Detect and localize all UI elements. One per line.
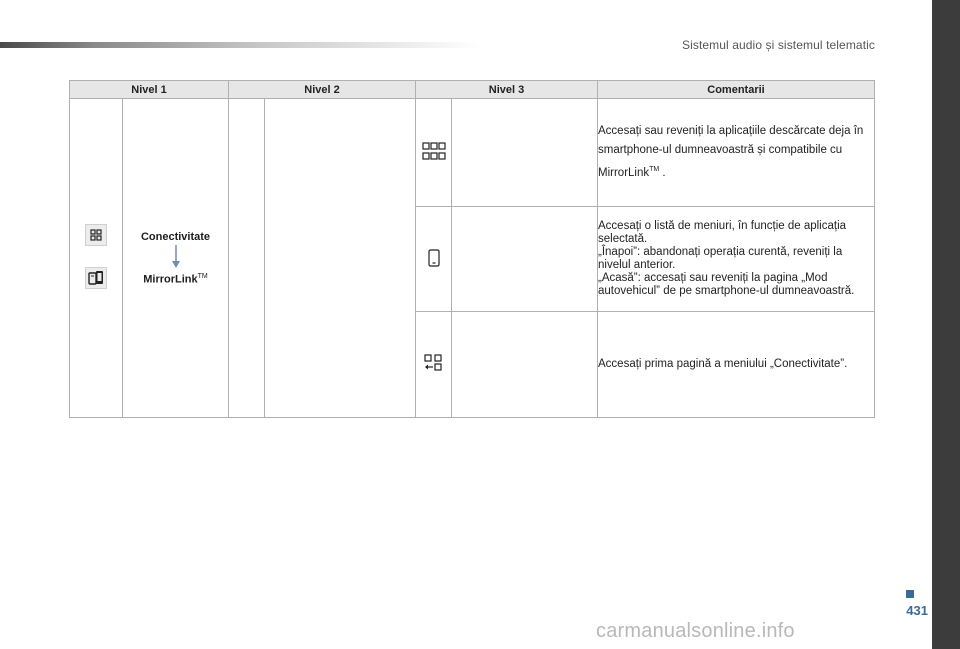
comment-cell-2 bbox=[598, 207, 875, 312]
mirrorlink-label: MirrorLink™ bbox=[143, 272, 208, 286]
comment-cell-3: Accesați prima pagină a meniului „Conectivitate”. bbox=[598, 312, 875, 418]
level2-icon-cell bbox=[229, 99, 265, 418]
header-gradient-bar bbox=[0, 42, 480, 48]
level3-icon-cell bbox=[416, 99, 452, 207]
table-header-row bbox=[70, 81, 875, 99]
comment-cell-1: Accesați sau reveniți la aplicațiile descărcate deja în smartphone-ul dumneavoastră și compatibile cu MirrorLink™ . bbox=[598, 99, 875, 207]
arrow-down-icon bbox=[171, 245, 181, 269]
header-comments: Comentarii bbox=[598, 81, 875, 99]
level2-label-cell bbox=[265, 99, 416, 418]
comment-line: „Acasă”: accesați sau reveniți la pagina „Mod autovehicul” de pe smartphone-ul dumneavoastră. bbox=[598, 272, 855, 297]
page-marker bbox=[906, 590, 914, 598]
watermark: carmanualsonline.info bbox=[596, 620, 795, 642]
level3-label-cell bbox=[452, 99, 598, 207]
smartphone-icon bbox=[428, 249, 440, 270]
table-row bbox=[70, 99, 875, 207]
level3-label-cell bbox=[452, 312, 598, 418]
connectivity-grid-icon bbox=[85, 224, 107, 249]
app-grid-icon bbox=[422, 142, 446, 163]
side-band bbox=[932, 0, 960, 649]
level3-icon-cell bbox=[416, 207, 452, 312]
header-level-3: Nivel 3 bbox=[416, 81, 598, 99]
level3-icon-cell bbox=[416, 312, 452, 418]
connectivity-back-icon bbox=[424, 354, 444, 375]
comment-line: Accesați o listă de meniuri, în funcție de aplicația selectată. bbox=[598, 220, 847, 245]
menu-table bbox=[69, 80, 875, 418]
mirrorlink-phone-icon bbox=[85, 267, 107, 292]
page-number: 431 bbox=[906, 603, 928, 618]
header-level-2: Nivel 2 bbox=[229, 81, 416, 99]
comment-line: „Înapoi”: abandonați operația curentă, reveniți la nivelul anterior. bbox=[598, 246, 843, 271]
connectivity-label: Conectivitate bbox=[140, 230, 211, 243]
level1-label-cell bbox=[123, 99, 229, 418]
header-level-1: Nivel 1 bbox=[70, 81, 229, 99]
level1-icons-cell bbox=[70, 99, 123, 418]
page-header-title: Sistemul audio și sistemul telematic bbox=[681, 38, 875, 52]
level3-label-cell bbox=[452, 207, 598, 312]
